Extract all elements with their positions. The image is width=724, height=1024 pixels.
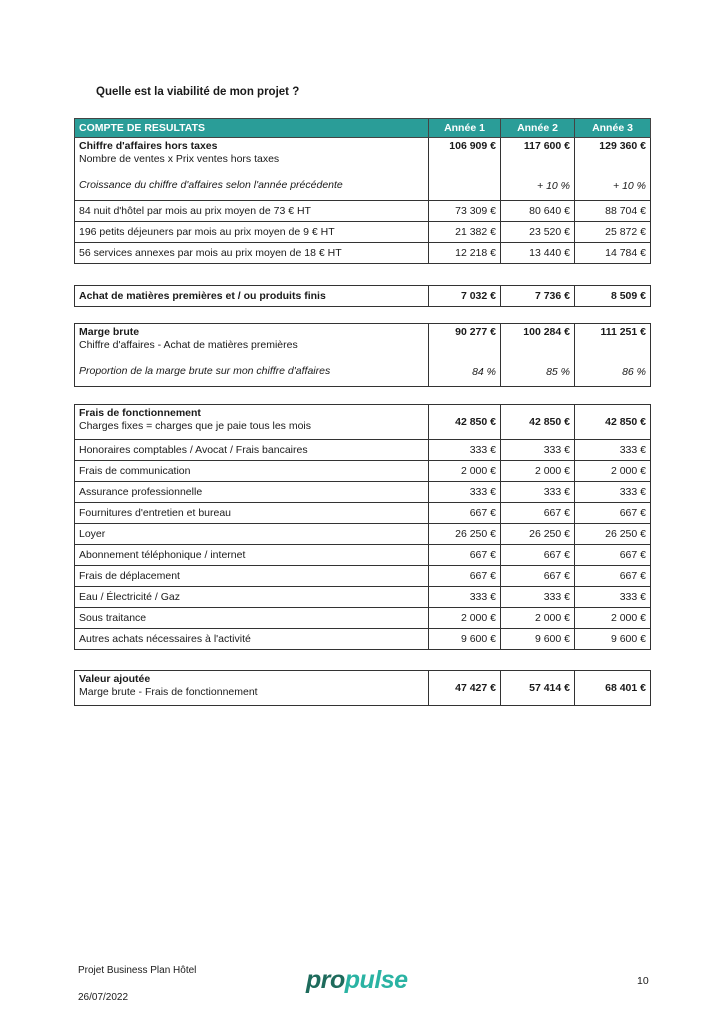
gross-margin-table <box>74 323 651 387</box>
margin-subtitle: Chiffre d'affaires - Achat de matières premières <box>79 339 298 351</box>
margin-value-year-2: 100 284 € 85 % <box>501 324 575 387</box>
table-row: Autres achats nécessaires à l'activité 9 600 € 9 600 € 9 600 € <box>75 629 651 650</box>
operating-costs-summary-row: Frais de fonctionnement Charges fixes = charges que je paie tous les mois 42 850 € 42 850 € 42 850 € <box>75 405 651 440</box>
page-number: 10 <box>637 975 649 987</box>
table-row: Loyer 26 250 € 26 250 € 26 250 € <box>75 524 651 545</box>
table-row: Assurance professionnelle 333 € 333 € 333 € <box>75 482 651 503</box>
propulse-logo: propulse <box>306 966 408 994</box>
va-label-cell <box>75 671 429 706</box>
footer-project: Projet Business Plan Hôtel <box>78 965 197 976</box>
footer-date: 26/07/2022 <box>78 992 129 1003</box>
purchases-row: Achat de matières premières et / ou produits finis 7 032 € 7 736 € 8 509 € <box>75 286 651 307</box>
ca-value-year-2: 117 600 € + 10 % <box>501 138 575 201</box>
ca-summary-row <box>75 138 651 201</box>
ca-title: Chiffre d'affaires hors taxes <box>79 140 218 152</box>
header-year-2: Année 2 <box>501 119 575 138</box>
table-row: Fournitures d'entretien et bureau 667 € 667 € 667 € <box>75 503 651 524</box>
margin-value-year-3: 111 251 € 86 % <box>575 324 651 387</box>
ca-growth-label: Croissance du chiffre d'affaires selon l'année précédente <box>79 179 343 191</box>
margin-label-cell <box>75 324 429 387</box>
frais-subtitle: Charges fixes = charges que je paie tous les mois <box>79 420 311 432</box>
frais-title: Frais de fonctionnement <box>79 407 201 419</box>
purchases-label: Achat de matières premières et / ou produits finis <box>75 286 429 307</box>
value-added-table <box>74 670 651 706</box>
table-header-row <box>75 119 651 138</box>
table-row: 56 services annexes par mois au prix moyen de 18 € HT 12 218 € 13 440 € 14 784 € <box>75 243 651 264</box>
table-row: 196 petits déjeuners par mois au prix moyen de 9 € HT 21 382 € 23 520 € 25 872 € <box>75 222 651 243</box>
ca-value-year-1: 106 909 € <box>429 138 501 201</box>
ca-value-year-3: 129 360 € + 10 % <box>575 138 651 201</box>
value-added-row: Valeur ajoutée Marge brute - Frais de fonctionnement 47 427 € 57 414 € 68 401 € <box>75 671 651 706</box>
table-row: Honoraires comptables / Avocat / Frais bancaires 333 € 333 € 333 € <box>75 440 651 461</box>
frais-label-cell <box>75 405 429 440</box>
table-row: Sous traitance 2 000 € 2 000 € 2 000 € <box>75 608 651 629</box>
ca-label-cell <box>75 138 429 201</box>
page-title: Quelle est la viabilité de mon projet ? <box>96 86 300 98</box>
table-row: Abonnement téléphonique / internet 667 € 667 € 667 € <box>75 545 651 566</box>
table-row: Frais de communication 2 000 € 2 000 € 2 000 € <box>75 461 651 482</box>
va-title: Valeur ajoutée <box>79 673 151 685</box>
gross-margin-row <box>75 324 651 387</box>
revenue-table <box>74 118 651 264</box>
margin-value-year-1: 90 277 € 84 % <box>429 324 501 387</box>
header-year-3: Année 3 <box>575 119 651 138</box>
header-year-1: Année 1 <box>429 119 501 138</box>
purchases-table <box>74 285 651 307</box>
margin-title: Marge brute <box>79 326 140 338</box>
table-row: Frais de déplacement 667 € 667 € 667 € <box>75 566 651 587</box>
va-subtitle: Marge brute - Frais de fonctionnement <box>79 686 258 698</box>
operating-costs-table <box>74 404 651 650</box>
ca-subtitle: Nombre de ventes x Prix ventes hors taxes <box>79 153 280 165</box>
table-row: 84 nuit d'hôtel par mois au prix moyen de 73 € HT 73 309 € 80 640 € 88 704 € <box>75 201 651 222</box>
margin-prop-label: Proportion de la marge brute sur mon chiffre d'affaires <box>79 365 331 377</box>
header-label: COMPTE DE RESULTATS <box>75 119 429 138</box>
table-row: Eau / Électricité / Gaz 333 € 333 € 333 € <box>75 587 651 608</box>
